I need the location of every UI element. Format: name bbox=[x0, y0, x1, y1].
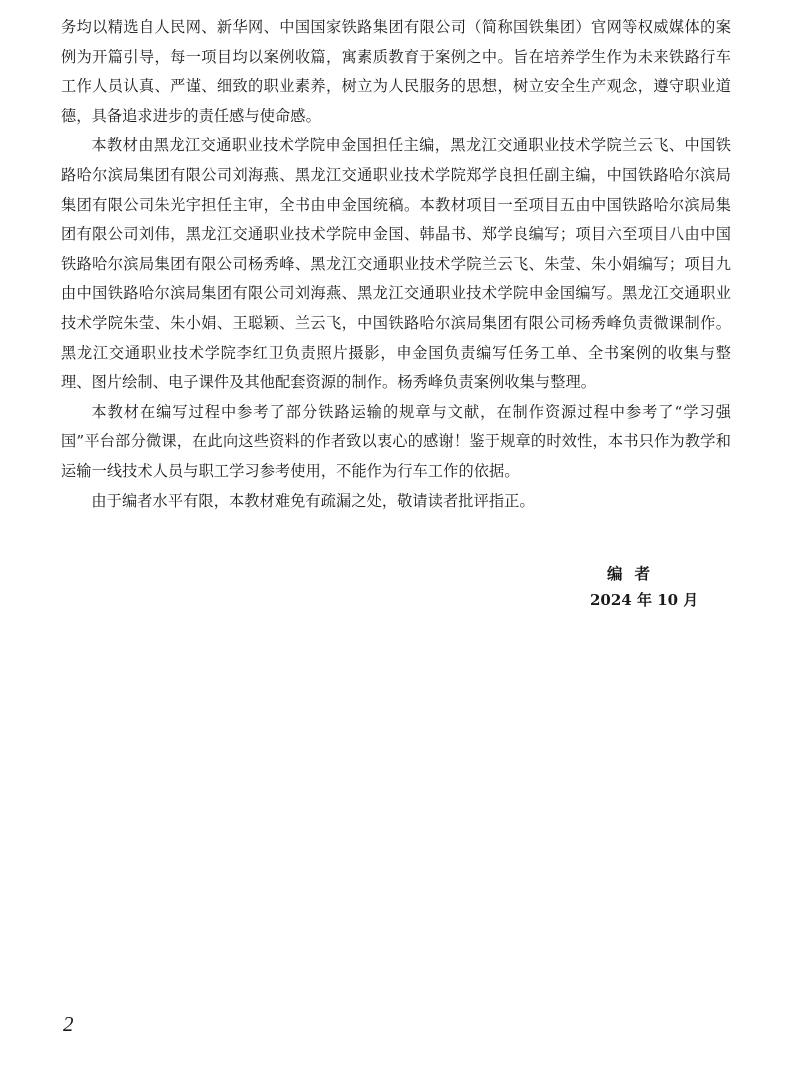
page-body bbox=[61, 13, 731, 516]
paragraph-continuation: 务均以精选自人民网、新华网、中国国家铁路集团有限公司（简称国铁集团）官网等权威媒体的案例为开篇引导，每一项目均以案例收篇，寓素质教育于案例之中。旨在培养学生作为未来铁路行车工作人员认真、严谨、细致的职业素养，树立为人民服务的思想，树立安全生产观念，遵守职业道德，具备追求进步的责任感与使命感。 bbox=[61, 18, 731, 125]
signature-author: 编者 bbox=[607, 564, 663, 583]
page-number: 2 bbox=[63, 1012, 74, 1036]
paragraph-acknowledgements: 本教材在编写过程中参考了部分铁路运输的规章与文献，在制作资源过程中参考了“学习强国”平台部分微课，在此向这些资料的作者致以衷心的感谢！鉴于规章的时效性，本书只作为教学和运输一线技术人员与职工学习参考使用，不能作为行车工作的依据。 bbox=[61, 402, 731, 480]
paragraph-editors: 本教材由黑龙江交通职业技术学院申金国担任主编，黑龙江交通职业技术学院兰云飞、中国铁路哈尔滨局集团有限公司刘海燕、黑龙江交通职业技术学院郑学良担任副主编，中国铁路哈尔滨局集团有限公司朱光宇担任主审，全书由申金国统稿。本教材项目一至项目五由中国铁路哈尔滨局集团有限公司刘伟，黑龙江交通职业技术学院申金国、韩晶书、郑学良编写；项目六至项目八由中国铁路哈尔滨局集团有限公司杨秀峰、黑龙江交通职业技术学院兰云飞、朱莹、朱小娟编写；项目九由中国铁路哈尔滨局集团有限公司刘海燕、黑龙江交通职业技术学院申金国编写。黑龙江交通职业技术学院朱莹、朱小娟、王聪颖、兰云飞，中国铁路哈尔滨局集团有限公司杨秀峰负责微课制作。黑龙江交通职业技术学院李红卫负责照片摄影，申金国负责编写任务工单、全书案例的收集与整理、图片绘制、电子课件及其他配套资源的制作。杨秀峰负责案例收集与整理。 bbox=[61, 136, 731, 392]
paragraph-closing: 由于编者水平有限，本教材难免有疏漏之处，敬请读者批评指正。 bbox=[91, 491, 535, 510]
signature-date: 2024 年 10 月 bbox=[590, 591, 699, 609]
